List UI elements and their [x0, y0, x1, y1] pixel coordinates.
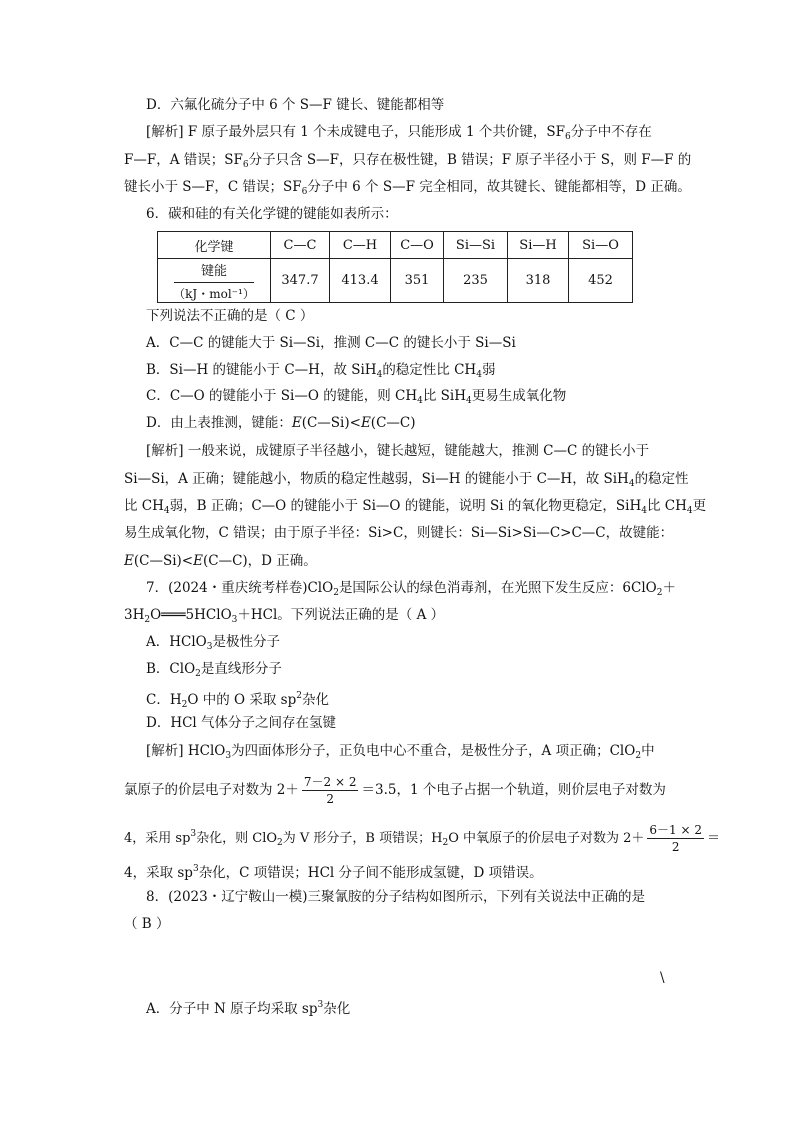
q8-stem-line-2: （ B ） [124, 916, 170, 932]
q7-analysis-line-4: 4，采取 $sp^3$杂化，C 项错误；HCl 分子间不能形成氢键，D 项错误。 [124, 864, 543, 881]
q6-option-d: D．由上表推测，键能：E(C—Si)<E(C—C) [146, 415, 416, 431]
table-header-cell: 化学键 [158, 232, 271, 259]
q6-analysis-line-2: Si—Si，A 正确；键能越小，物质的稳定性越弱，Si—H 的键能小于 C—H，故 SiH$_4$的稳定性 [124, 471, 689, 489]
q7-stem-line-2: $3H_2O═══5HClO_3+HCl$。下列说法正确的是（ A ） [124, 607, 445, 625]
structure-figure-fragment: \ [660, 970, 665, 986]
table-header-cell: Si—Si [444, 232, 508, 259]
table-header-cell: Si—H [508, 232, 569, 259]
analysis-tag: [解析] [146, 124, 184, 140]
q7-analysis-line-3: 4，采用 $sp^3$杂化，则 ClO$_2$为 V 形分子，B 项错误；$H_2O$ 中氧原子的价层电子对数为 2＋ $\frac{6-1 \times 2}{2}$ ＝ [124, 823, 721, 854]
q6-analysis-line-4: 易生成氧化物，C 错误；由于原子半径：Si>C，则键长：Si—Si>Si—C>C—C，故键能： [124, 525, 674, 541]
q5-option-d: D．六氟化硫分子中 6 个 S—F 键长、键能都相等 [146, 97, 445, 113]
q6-analysis-line-3: 比 $CH_4$弱，B 正确；C—O 的键能小于 Si—O 的键能，说明 Si 的氧化物更稳定，SiH$_4$比 $CH_4$更 [124, 498, 707, 516]
table-cell: 235 [444, 259, 508, 303]
table-row-label: 键能 （kJ・mol⁻¹） [158, 259, 271, 303]
q6-analysis-line-1: [解析] 一般来说，成键原子半径越小，键长越短，键能越大，推测 C—C 的键长小于 [146, 443, 650, 459]
table-header-cell: Si—O [569, 232, 633, 259]
table-cell: 318 [508, 259, 569, 303]
analysis-tag: [解析] [146, 743, 184, 759]
q7-option-b: B．ClO$_2$是直线形分子 [146, 661, 282, 679]
fraction: $\frac{7-2 \times 2}{2}$ [303, 775, 357, 806]
q5-analysis-line-2: F—F，A 错误；$SF_6$分子只含 S—F，只存在极性键，B 错误；F 原子半径小于 S，则 F—F 的 [124, 152, 692, 170]
table-header-row [158, 232, 633, 259]
table-header-cell: C—H [330, 232, 391, 259]
q6-option-b: B．Si—H 的键能小于 C—H，故 SiH$_4$的稳定性比 $CH_4$弱 [146, 362, 496, 380]
table-header-cell: C—C [271, 232, 330, 259]
q7-stem-line-1: 7．(2024・重庆统考样卷)ClO$_2$是国际公认的绿色消毒剂，在光照下发生反应：6ClO$_2$＋ [146, 580, 676, 598]
table-row [158, 259, 633, 303]
table-header-cell: C—O [391, 232, 444, 259]
q6-question: 下列说法不正确的是（ C ） [146, 308, 314, 324]
table-cell: 351 [391, 259, 444, 303]
q7-analysis-line-2: 氯原子的价层电子对数为 2＋ $\frac{7-2 \times 2}{2}$ ＝3.5，1 个电子占据一个轨道，则价层电子对数为 [124, 775, 666, 806]
q7-option-d: D．HCl 气体分子之间存在氢键 [146, 715, 337, 731]
table-cell: 452 [569, 259, 633, 303]
q7-analysis-line-1: [解析] HClO$_3$为四面体形分子，正负电中心不重合，是极性分子，A 项正确；ClO$_2$中 [146, 743, 655, 761]
q7-option-a: A．HClO$_3$是极性分子 [146, 634, 280, 652]
q5-analysis-line-1: [解析] F 原子最外层只有 1 个未成键电子，只能形成 1 个共价键，$SF_6$分子中不存在 [146, 124, 652, 142]
q6-option-c: C．C—O 的键能小于 Si—O 的键能，则 $CH_4$比 SiH$_4$更易生成氧化物 [146, 388, 567, 406]
q8-option-a: A．分子中 N 原子均采取 $sp^3$杂化 [146, 1000, 351, 1017]
analysis-tag: [解析] [146, 443, 184, 459]
q6-stem: 6．碳和硅的有关化学键的键能如表所示： [146, 206, 398, 222]
q6-option-a: A．C—C 的键能大于 Si—Si，推测 C—C 的键长小于 Si—Si [146, 335, 516, 351]
q7-option-c: C．$H_2O$ 中的 O 采取 $sp^2$杂化 [146, 691, 329, 710]
bond-energy-table [157, 231, 633, 303]
table-cell: 413.4 [330, 259, 391, 303]
table-cell: 347.7 [271, 259, 330, 303]
q6-analysis-line-5: E(C—Si)<E(C—C)，D 正确。 [124, 553, 317, 569]
q5-analysis-line-3: 键长小于 S—F，C 错误；$SF_6$分子中 6 个 S—F 完全相同，故其键长、键能都相等，D 正确。 [124, 179, 691, 197]
q8-stem-line-1: 8．(2023・辽宁鞍山一模)三聚氰胺的分子结构如图所示，下列有关说法中正确的是 [146, 889, 645, 905]
fraction: $\frac{6-1 \times 2}{2}$ [649, 823, 702, 854]
